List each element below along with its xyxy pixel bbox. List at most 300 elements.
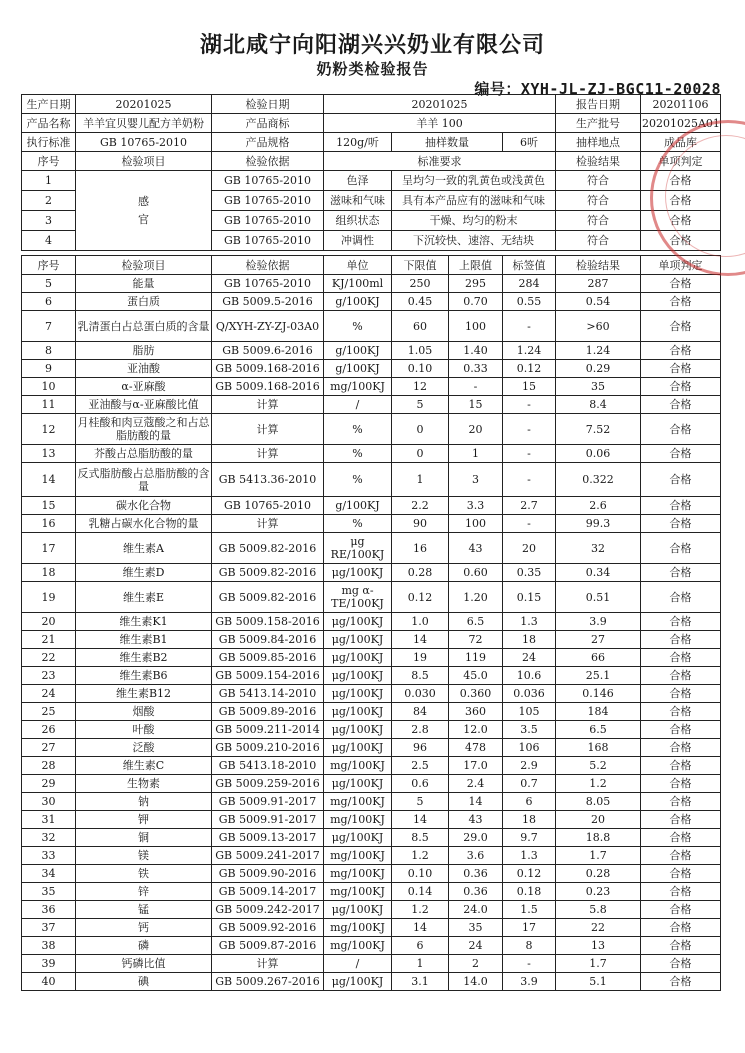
upper-limit: 3.3 [449,497,503,515]
judgement: 合格 [641,865,721,883]
sensory-row [22,171,721,191]
sensory-no: 2 [22,191,76,211]
label-value: - [503,311,556,342]
prod-date-label: 生产日期 [22,95,76,114]
unit: mg/100KJ [324,883,392,901]
spec-value: 120g/听 [324,133,392,152]
test-result: 287 [556,275,641,293]
table-row [22,342,721,360]
label-value: - [503,515,556,533]
main-col-high: 上限值 [449,256,503,275]
info-rows [22,95,721,171]
standard-label: 执行标准 [22,133,76,152]
test-item: 维生素D [76,564,212,582]
table-row [22,739,721,757]
unit: g/100KJ [324,360,392,378]
test-result: 0.06 [556,445,641,463]
test-result: 1.7 [556,955,641,973]
judgement: 合格 [641,775,721,793]
test-basis: GB 5009.168-2016 [212,378,324,396]
product-name-label: 产品名称 [22,114,76,133]
test-basis: GB 5009.87-2016 [212,937,324,955]
table-row [22,775,721,793]
test-item: 生物素 [76,775,212,793]
lower-limit: 0.28 [392,564,449,582]
inspection-table [21,94,721,991]
lower-limit: 0.12 [392,582,449,613]
brand-value: 羊羊 100 [324,114,556,133]
table-row [22,649,721,667]
row-number: 34 [22,865,76,883]
upper-limit: 1 [449,445,503,463]
test-item: 钾 [76,811,212,829]
lower-limit: 250 [392,275,449,293]
row-number: 13 [22,445,76,463]
upper-limit: 2.4 [449,775,503,793]
report-number: 编号：XYH-JL-ZJ-BGC11-20028 [474,80,721,98]
test-item: 泛酸 [76,739,212,757]
test-basis: GB 5009.90-2016 [212,865,324,883]
test-result: 35 [556,378,641,396]
main-col-low: 下限值 [392,256,449,275]
product-name-value: 羊羊宜贝婴儿配方羊奶粉 [76,114,212,133]
test-basis: GB 5009.91-2017 [212,811,324,829]
sensory-attribute: 组织状态 [324,211,392,231]
unit: μg RE/100KJ [324,533,392,564]
label-value: 20 [503,533,556,564]
main-col-unit: 单位 [324,256,392,275]
judgement: 合格 [641,497,721,515]
upper-limit: 478 [449,739,503,757]
sensory-judgement: 合格 [641,231,721,251]
test-result: 1.2 [556,775,641,793]
sensory-no: 1 [22,171,76,191]
upper-limit: 14 [449,793,503,811]
main-col-label: 标签值 [503,256,556,275]
table-row [22,414,721,445]
upper-limit: 360 [449,703,503,721]
row-number: 40 [22,973,76,991]
row-number: 8 [22,342,76,360]
test-item: 维生素B12 [76,685,212,703]
upper-limit: 29.0 [449,829,503,847]
unit: % [324,463,392,497]
test-basis: GB 5413.14-2010 [212,685,324,703]
unit: mg α-TE/100KJ [324,582,392,613]
test-item: 碘 [76,973,212,991]
judgement: 合格 [641,649,721,667]
sensory-basis: GB 10765-2010 [212,231,324,251]
sample-site-value: 成品库 [641,133,721,152]
sensory-basis: GB 10765-2010 [212,191,324,211]
test-basis: 计算 [212,414,324,445]
lower-limit: 1.2 [392,847,449,865]
lower-limit: 2.2 [392,497,449,515]
test-item: 钙 [76,919,212,937]
sample-site-label: 抽样地点 [556,133,641,152]
test-result: 18.8 [556,829,641,847]
lower-limit: 6 [392,937,449,955]
label-value: 0.15 [503,582,556,613]
unit: % [324,445,392,463]
lower-limit: 1 [392,463,449,497]
unit: μg/100KJ [324,631,392,649]
judgement: 合格 [641,342,721,360]
prod-date-value: 20201025 [76,95,212,114]
main-col-judge: 单项判定 [641,256,721,275]
test-basis: GB 10765-2010 [212,275,324,293]
unit: μg/100KJ [324,829,392,847]
upper-limit: 0.70 [449,293,503,311]
test-result: 1.24 [556,342,641,360]
lower-limit: 0.10 [392,360,449,378]
upper-limit: 20 [449,414,503,445]
sensory-result: 符合 [556,191,641,211]
lower-limit: 8.5 [392,667,449,685]
test-basis: GB 5413.36-2010 [212,463,324,497]
test-item: 磷 [76,937,212,955]
main-col-no: 序号 [22,256,76,275]
upper-limit: 119 [449,649,503,667]
info-row-2 [22,114,721,133]
lower-limit: 1.05 [392,342,449,360]
test-result: 32 [556,533,641,564]
table-row [22,919,721,937]
unit: mg/100KJ [324,811,392,829]
judgement: 合格 [641,739,721,757]
row-number: 31 [22,811,76,829]
unit: μg/100KJ [324,739,392,757]
table-row [22,360,721,378]
test-date-label: 检验日期 [212,95,324,114]
test-basis: GB 5009.82-2016 [212,582,324,613]
test-item: 维生素E [76,582,212,613]
lower-limit: 14 [392,631,449,649]
lower-limit: 12 [392,378,449,396]
upper-limit: 43 [449,811,503,829]
test-item: 铜 [76,829,212,847]
judgement: 合格 [641,793,721,811]
test-basis: GB 5009.5-2016 [212,293,324,311]
judgement: 合格 [641,613,721,631]
judgement: 合格 [641,293,721,311]
unit: KJ/100ml [324,275,392,293]
test-basis: 计算 [212,396,324,414]
sensory-result: 符合 [556,231,641,251]
label-value: 105 [503,703,556,721]
table-row [22,955,721,973]
judgement: 合格 [641,275,721,293]
row-number: 23 [22,667,76,685]
table-row [22,631,721,649]
row-number: 28 [22,757,76,775]
judgement: 合格 [641,463,721,497]
judgement: 合格 [641,937,721,955]
label-value: 284 [503,275,556,293]
test-result: 0.146 [556,685,641,703]
test-basis: 计算 [212,515,324,533]
test-item: 烟酸 [76,703,212,721]
table-row [22,685,721,703]
report-title: 奶粉类检验报告 [316,60,429,78]
main-col-result: 检验结果 [556,256,641,275]
report-date-label: 报告日期 [556,95,641,114]
col-item-header: 检验项目 [76,152,212,171]
judgement: 合格 [641,311,721,342]
test-result: 0.28 [556,865,641,883]
row-number: 25 [22,703,76,721]
test-result: 0.322 [556,463,641,497]
judgement: 合格 [641,685,721,703]
test-item: 锰 [76,901,212,919]
judgement: 合格 [641,582,721,613]
label-value: 0.12 [503,360,556,378]
row-number: 33 [22,847,76,865]
upper-limit: 72 [449,631,503,649]
test-basis: GB 5009.259-2016 [212,775,324,793]
test-basis: GB 5413.18-2010 [212,757,324,775]
judgement: 合格 [641,360,721,378]
sensory-requirement: 下沉较快、速溶、无结块 [392,231,556,251]
col-no-header: 序号 [22,152,76,171]
unit: mg/100KJ [324,378,392,396]
test-result: 1.7 [556,847,641,865]
test-item: 芥酸占总脂肪酸的量 [76,445,212,463]
table-row [22,973,721,991]
unit: / [324,396,392,414]
judgement: 合格 [641,883,721,901]
table-row [22,811,721,829]
sensory-no: 3 [22,211,76,231]
unit: mg/100KJ [324,847,392,865]
unit: μg/100KJ [324,703,392,721]
test-basis: GB 5009.154-2016 [212,667,324,685]
test-result: >60 [556,311,641,342]
test-result: 0.51 [556,582,641,613]
label-value: 17 [503,919,556,937]
judgement: 合格 [641,515,721,533]
test-basis: GB 5009.84-2016 [212,631,324,649]
item-rows [22,275,721,991]
judgement: 合格 [641,533,721,564]
label-value: 3.9 [503,973,556,991]
col-result-header: 检验结果 [556,152,641,171]
sensory-no: 4 [22,231,76,251]
unit: g/100KJ [324,293,392,311]
info-row-1 [22,95,721,114]
unit: μg/100KJ [324,613,392,631]
judgement: 合格 [641,445,721,463]
table-row [22,829,721,847]
lower-limit: 8.5 [392,829,449,847]
test-item: 亚油酸 [76,360,212,378]
sensory-requirement: 具有本产品应有的滋味和气味 [392,191,556,211]
table-row [22,311,721,342]
sensory-basis: GB 10765-2010 [212,211,324,231]
row-number: 19 [22,582,76,613]
label-value: 106 [503,739,556,757]
test-basis: GB 5009.241-2017 [212,847,324,865]
table-row [22,582,721,613]
test-basis: Q/XYH-ZY-ZJ-03A0 [212,311,324,342]
upper-limit: 14.0 [449,973,503,991]
lower-limit: 0 [392,445,449,463]
test-basis: GB 5009.82-2016 [212,564,324,582]
row-number: 22 [22,649,76,667]
sensory-attribute: 冲调性 [324,231,392,251]
test-result: 3.9 [556,613,641,631]
test-result: 7.52 [556,414,641,445]
sample-qty-value: 6听 [503,133,556,152]
upper-limit: 35 [449,919,503,937]
row-number: 21 [22,631,76,649]
judgement: 合格 [641,829,721,847]
test-item: 碳水化合物 [76,497,212,515]
table-row [22,865,721,883]
lower-limit: 19 [392,649,449,667]
label-value: 0.12 [503,865,556,883]
label-value: 2.9 [503,757,556,775]
col-basis-header: 检验依据 [212,152,324,171]
test-item: 叶酸 [76,721,212,739]
row-number: 5 [22,275,76,293]
judgement: 合格 [641,847,721,865]
unit: mg/100KJ [324,757,392,775]
table-row [22,497,721,515]
test-item: 维生素B1 [76,631,212,649]
batch-value: 20201025A01 [641,114,721,133]
sensory-requirement: 干燥、均匀的粉末 [392,211,556,231]
row-number: 29 [22,775,76,793]
test-result: 8.05 [556,793,641,811]
test-basis: GB 5009.210-2016 [212,739,324,757]
row-number: 14 [22,463,76,497]
sensory-requirement: 呈均匀一致的乳黄色或浅黄色 [392,171,556,191]
table-row [22,721,721,739]
table-row [22,463,721,497]
test-result: 168 [556,739,641,757]
judgement: 合格 [641,919,721,937]
unit: μg/100KJ [324,721,392,739]
unit: % [324,515,392,533]
lower-limit: 96 [392,739,449,757]
lower-limit: 2.5 [392,757,449,775]
unit: mg/100KJ [324,865,392,883]
label-value: 1.3 [503,613,556,631]
test-result: 99.3 [556,515,641,533]
test-basis: GB 5009.242-2017 [212,901,324,919]
unit: % [324,311,392,342]
test-item: 亚油酸与α-亚麻酸比值 [76,396,212,414]
test-item: 镁 [76,847,212,865]
test-result: 184 [556,703,641,721]
table-row [22,883,721,901]
row-number: 30 [22,793,76,811]
batch-label: 生产批号 [556,114,641,133]
table-row [22,293,721,311]
sensory-attribute: 色泽 [324,171,392,191]
sensory-judgement: 合格 [641,211,721,231]
lower-limit: 16 [392,533,449,564]
label-value: - [503,445,556,463]
upper-limit: 24 [449,937,503,955]
test-result: 20 [556,811,641,829]
sensory-judgement: 合格 [641,191,721,211]
row-number: 24 [22,685,76,703]
unit: μg/100KJ [324,667,392,685]
label-value: 6 [503,793,556,811]
upper-limit: 15 [449,396,503,414]
test-result: 5.8 [556,901,641,919]
test-basis: GB 5009.14-2017 [212,883,324,901]
label-value: 1.3 [503,847,556,865]
table-row [22,757,721,775]
unit: μg/100KJ [324,775,392,793]
sensory-attribute: 滋味和气味 [324,191,392,211]
label-value: - [503,414,556,445]
test-result: 0.34 [556,564,641,582]
lower-limit: 5 [392,396,449,414]
info-row-3 [22,133,721,152]
table-row [22,793,721,811]
sensory-group-label: 感 官 [76,171,212,251]
unit: μg/100KJ [324,649,392,667]
sensory-result: 符合 [556,211,641,231]
row-number: 18 [22,564,76,582]
upper-limit: 6.5 [449,613,503,631]
label-value: - [503,396,556,414]
label-value: 24 [503,649,556,667]
test-item: 铁 [76,865,212,883]
judgement: 合格 [641,631,721,649]
upper-limit: 3 [449,463,503,497]
unit: g/100KJ [324,497,392,515]
label-value: 18 [503,631,556,649]
test-item: 脂肪 [76,342,212,360]
row-number: 36 [22,901,76,919]
lower-limit: 5 [392,793,449,811]
judgement: 合格 [641,414,721,445]
upper-limit: 12.0 [449,721,503,739]
row-number: 11 [22,396,76,414]
label-value: 0.036 [503,685,556,703]
test-basis: GB 5009.211-2014 [212,721,324,739]
test-basis: GB 5009.158-2016 [212,613,324,631]
judgement: 合格 [641,396,721,414]
lower-limit: 2.8 [392,721,449,739]
label-value: - [503,463,556,497]
lower-limit: 60 [392,311,449,342]
row-number: 9 [22,360,76,378]
unit: / [324,955,392,973]
test-result: 5.2 [556,757,641,775]
test-basis: GB 5009.92-2016 [212,919,324,937]
label-value: 0.18 [503,883,556,901]
label-value: 3.5 [503,721,556,739]
row-number: 20 [22,613,76,631]
row-number: 17 [22,533,76,564]
upper-limit: 3.6 [449,847,503,865]
table-row [22,275,721,293]
unit: mg/100KJ [324,919,392,937]
col-req-header: 标准要求 [324,152,556,171]
row-number: 16 [22,515,76,533]
test-result: 6.5 [556,721,641,739]
test-item: 反式脂肪酸占总脂肪酸的含量 [76,463,212,497]
upper-limit: 295 [449,275,503,293]
row-number: 6 [22,293,76,311]
judgement: 合格 [641,564,721,582]
